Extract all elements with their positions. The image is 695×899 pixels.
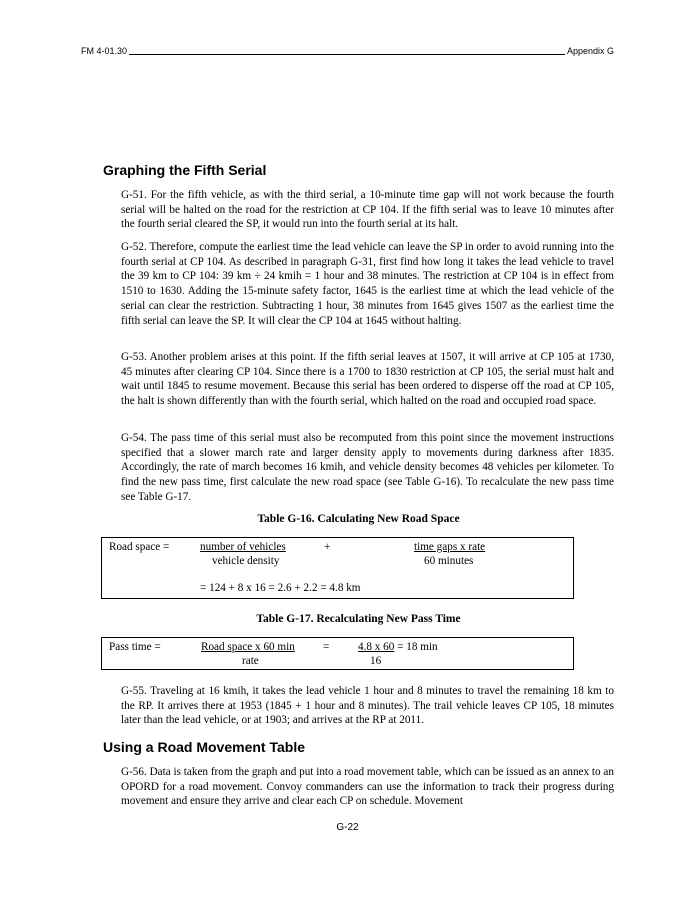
g16-label: Road space = [109, 541, 170, 553]
paragraph-g52: G-52. Therefore, compute the earliest time the lead vehicle can leave the SP in order to avoid running into the fourth serial at CP 104. As described in paragraph G-31, first find how long it takes the lead vehicle to travel the 39 km to CP 104: 39 km ÷ 24 kmih = 1 hour and 38 minutes. The restriction at CP 104 is in effect from 1510 to 1630. Adding the 15-minute safety factor, 1645 is the earliest time at which the lead vehicle of the serial can clear the restriction. Subtracting 1 hour, 38 minutes from 1645 gives 1507 as the earliest time the fifth serial can leave the SP. It will clear the CP 104 at 1645 without halting. [121, 241, 614, 327]
table-g17-caption: Table G-17. Recalculating New Pass Time [256, 613, 461, 625]
section-heading-fifth-serial: Graphing the Fifth Serial [103, 162, 267, 178]
table-g16 [101, 537, 574, 599]
g17-denominator-1: rate [242, 655, 259, 667]
paragraph-g56: G-56. Data is taken from the graph and put into a road movement table, which can be issued as an annex to an OPORD for a road movement. Convoy commanders can use the information to track their progress during movement and ensure they arrive and clear each CP on schedule. Movement [121, 766, 614, 808]
table-g17 [101, 637, 574, 670]
g16-numerator-1: number of vehicles [200, 541, 286, 553]
table-g16-caption: Table G-16. Calculating New Road Space [257, 513, 460, 525]
g17-denominator-2: 16 [370, 655, 382, 667]
g17-numerator-1: Road space x 60 min [201, 641, 295, 653]
g16-denominator-1: vehicle density [212, 555, 280, 567]
g16-numerator-2: time gaps x rate [414, 541, 486, 553]
g16-result: = 124 + 8 x 16 = 2.6 + 2.2 = 4.8 km [200, 582, 361, 594]
g17-numerator-2: 4.8 x 60 [358, 641, 395, 653]
running-header [81, 44, 614, 58]
g16-denominator-2: 60 minutes [424, 555, 474, 567]
g17-result-line [358, 640, 438, 654]
section-heading-road-movement-table: Using a Road Movement Table [103, 739, 305, 755]
paragraph-g55: G-55. Traveling at 16 kmih, it takes the lead vehicle 1 hour and 8 minutes to travel the remaining 18 km to the RP. It arrives there at 1953 (1845 + 1 hour and 8 minutes). The trail vehicle leaves CP 105, 18 minutes later than the lead vehicle, or at 1903; and arrives at the RP at 2011. [121, 685, 614, 727]
g17-result: = 18 min [394, 641, 438, 653]
paragraph-g53: G-53. Another problem arises at this point. If the fifth serial leaves at 1507, it will arrive at CP 105 at 1730, 45 minutes after clearing CP 104. Since there is a 1700 to 1830 restriction at CP 105, the serial must halt and wait until 1845 to resume movement. Because this serial has been ordered to disperse off the road at CP 105, the halt is shown differently than with the fourth serial, which halted on the road and occupied road space. [121, 351, 614, 408]
paragraph-g54: G-54. The pass time of this serial must also be recomputed from this point since the movement instructions specified that a slower march rate and larger density apply to movements during darkness after 1835. Accordingly, the rate of march becomes 16 kmih, and vehicle density becomes 48 vehicles per kilometer. To find the new pass time, first calculate the new road space (see Table G-16). To recalculate the new pass time see Table G-17. [121, 432, 614, 503]
header-rule [81, 54, 614, 55]
paragraph-g51: G-51. For the fifth vehicle, as with the third serial, a 10-minute time gap will not work because the fourth serial will be halted on the road for the restriction at CP 104. If the fifth serial was to leave 10 minutes after the fourth serial cleared the SP, it would run into the fourth serial at its halt. [121, 189, 614, 231]
header-manual-id: FM 4-01.30 [81, 46, 128, 56]
g17-label: Pass time = [109, 641, 161, 653]
page-number: G-22 [336, 822, 359, 833]
g17-equals: = [323, 641, 330, 653]
g16-plus: + [324, 541, 331, 553]
header-appendix: Appendix G [566, 46, 614, 56]
